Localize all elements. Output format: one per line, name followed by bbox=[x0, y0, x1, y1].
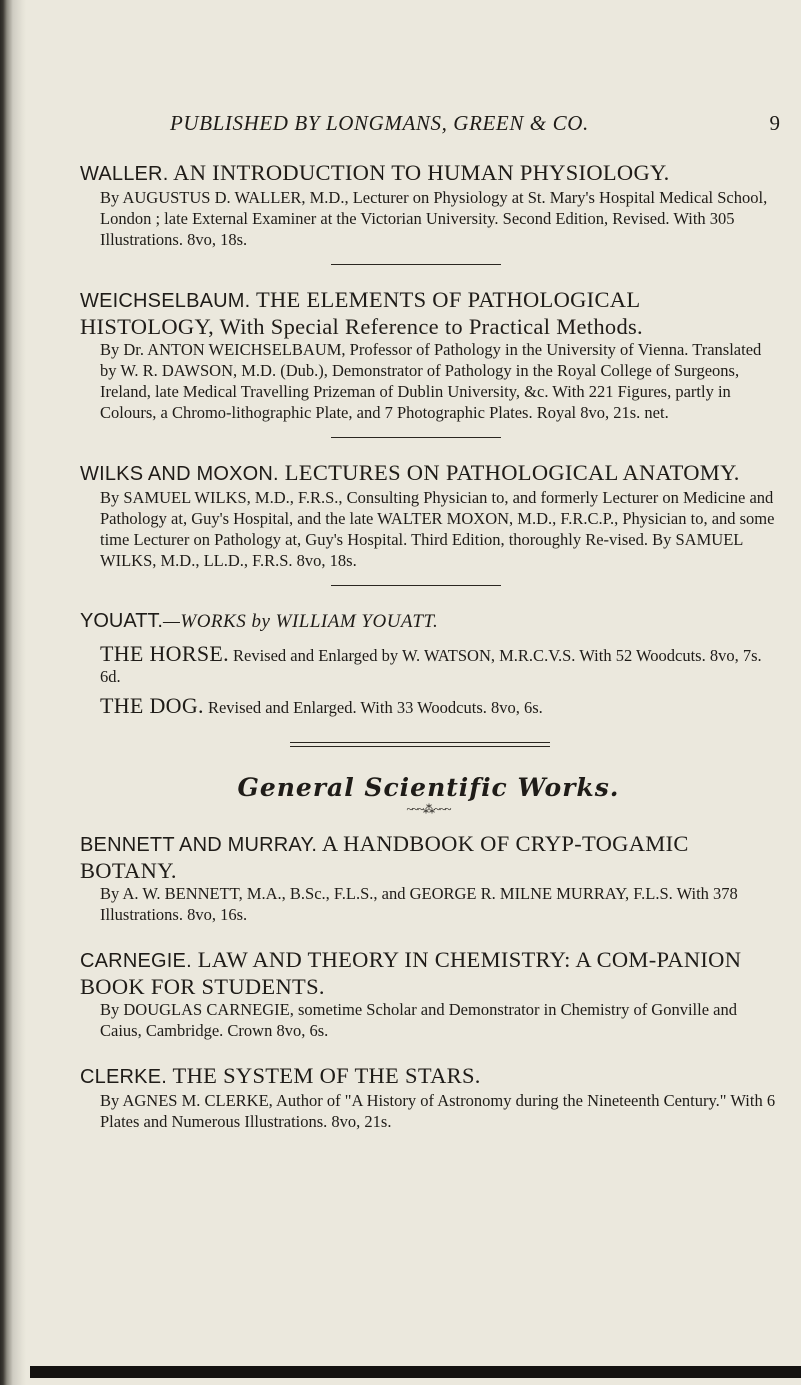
section-heading: General Scientific Works. bbox=[237, 773, 620, 802]
entry-title: THE SYSTEM OF THE STARS. bbox=[172, 1063, 481, 1088]
entry-clerke bbox=[80, 1063, 777, 1132]
entry-title: THE ELEMENTS OF PATHOLOGICAL HISTOLOGY, With Special Reference to Practical Methods. bbox=[80, 287, 643, 339]
sub-entry-description: Revised and Enlarged. With 33 Woodcuts. 8vo, 6s. bbox=[207, 698, 543, 717]
divider bbox=[331, 264, 501, 265]
divider bbox=[331, 437, 501, 438]
entry-description: By DOUGLAS CARNEGIE, sometime Scholar and Demonstrator in Chemistry of Gonville and Caius, Cambridge. Crown 8vo, 6s. bbox=[100, 1000, 737, 1040]
entry-wilks-moxon bbox=[80, 460, 777, 571]
entry-author: WALLER. bbox=[80, 163, 169, 185]
entry-author: CARNEGIE. bbox=[80, 950, 192, 972]
entry-author: YOUATT. bbox=[80, 610, 163, 632]
entry-carnegie bbox=[80, 947, 777, 1041]
entry-youatt bbox=[80, 608, 777, 718]
entry-title: AN INTRODUCTION TO HUMAN PHYSIOLOGY. bbox=[173, 160, 670, 185]
entry-title: A HANDBOOK OF CRYP-TOGAMIC BOTANY. bbox=[80, 831, 689, 883]
sub-entry-dog bbox=[80, 695, 777, 718]
running-head bbox=[170, 111, 780, 141]
sub-entry-title: THE HORSE. bbox=[100, 641, 229, 666]
page-number: 9 bbox=[769, 111, 780, 135]
entry-author: CLERKE. bbox=[80, 1066, 167, 1088]
entry-description: By A. W. BENNETT, M.A., B.Sc., F.L.S., and GEORGE R. MILNE MURRAY, F.L.S. With 378 Illustrations. 8vo, 16s. bbox=[100, 884, 738, 924]
section-divider bbox=[290, 742, 550, 747]
entry-author: WILKS AND MOXON. bbox=[80, 463, 279, 485]
page-binding-edge bbox=[0, 0, 26, 1385]
catalogue-content bbox=[80, 160, 777, 1132]
entry-title: LECTURES ON PATHOLOGICAL ANATOMY. bbox=[284, 460, 740, 485]
entry-author: BENNETT AND MURRAY. bbox=[80, 834, 318, 856]
bottom-page-edge bbox=[30, 1366, 801, 1378]
entry-weichselbaum bbox=[80, 287, 777, 423]
entry-title: LAW AND THEORY IN CHEMISTRY: A COM-PANION BOOK FOR STUDENTS. bbox=[80, 947, 742, 999]
running-head-title: PUBLISHED BY LONGMANS, GREEN & CO. bbox=[170, 111, 589, 135]
entry-waller bbox=[80, 160, 777, 250]
entry-description: By AUGUSTUS D. WALLER, M.D., Lecturer on Physiology at St. Mary's Hospital Medical School, London ; late External Examiner at the Victorian University. Second Edition, Revised. With 305 Illustrations. 8vo, 18s. bbox=[100, 188, 768, 249]
entry-description: By SAMUEL WILKS, M.D., F.R.S., Consulting Physician to, and formerly Lecturer on Medicine and Pathology at, Guy's Hospital, and the late WALTER MOXON, M.D., F.R.C.P., Physician to, and some time Lecturer on Pathology at, Guy's Hospital. Third Edition, thoroughly Re-vised. By SAMUEL WILKS, M.D., LL.D., F.R.S. 8vo, 18s. bbox=[100, 488, 775, 570]
flourish-ornament: ~~~⁂~~~ bbox=[406, 802, 451, 816]
sub-entry-title: THE DOG. bbox=[100, 693, 204, 718]
entry-bennett-murray bbox=[80, 831, 777, 925]
sub-entry-horse bbox=[80, 643, 777, 687]
divider bbox=[331, 585, 501, 586]
entry-author: WEICHSELBAUM. bbox=[80, 290, 251, 312]
entry-description: By AGNES M. CLERKE, Author of "A History of Astronomy during the Nineteenth Century." With 6 Plates and Numerous Illustrations. 8vo, 21s. bbox=[100, 1091, 776, 1131]
sub-entry-description: Revised and Enlarged by W. WATSON, M.R.C.V.S. With 52 Woodcuts. 8vo, 7s. 6d. bbox=[100, 646, 762, 686]
entry-description: By Dr. ANTON WEICHSELBAUM, Professor of Pathology in the University of Vienna. Translated by W. R. DAWSON, M.D. (Dub.), Demonstrator of Pathology in the Royal College of Surgeons, Ireland, late Medical Travelling Prizeman of Dublin University, &c. With 221 Figures, partly in Colours, a Chromo-lithographic Plate, and 7 Photographic Plates. Royal 8vo, 21s. net. bbox=[100, 340, 762, 422]
works-label: —WORKS by WILLIAM YOUATT. bbox=[162, 611, 439, 632]
